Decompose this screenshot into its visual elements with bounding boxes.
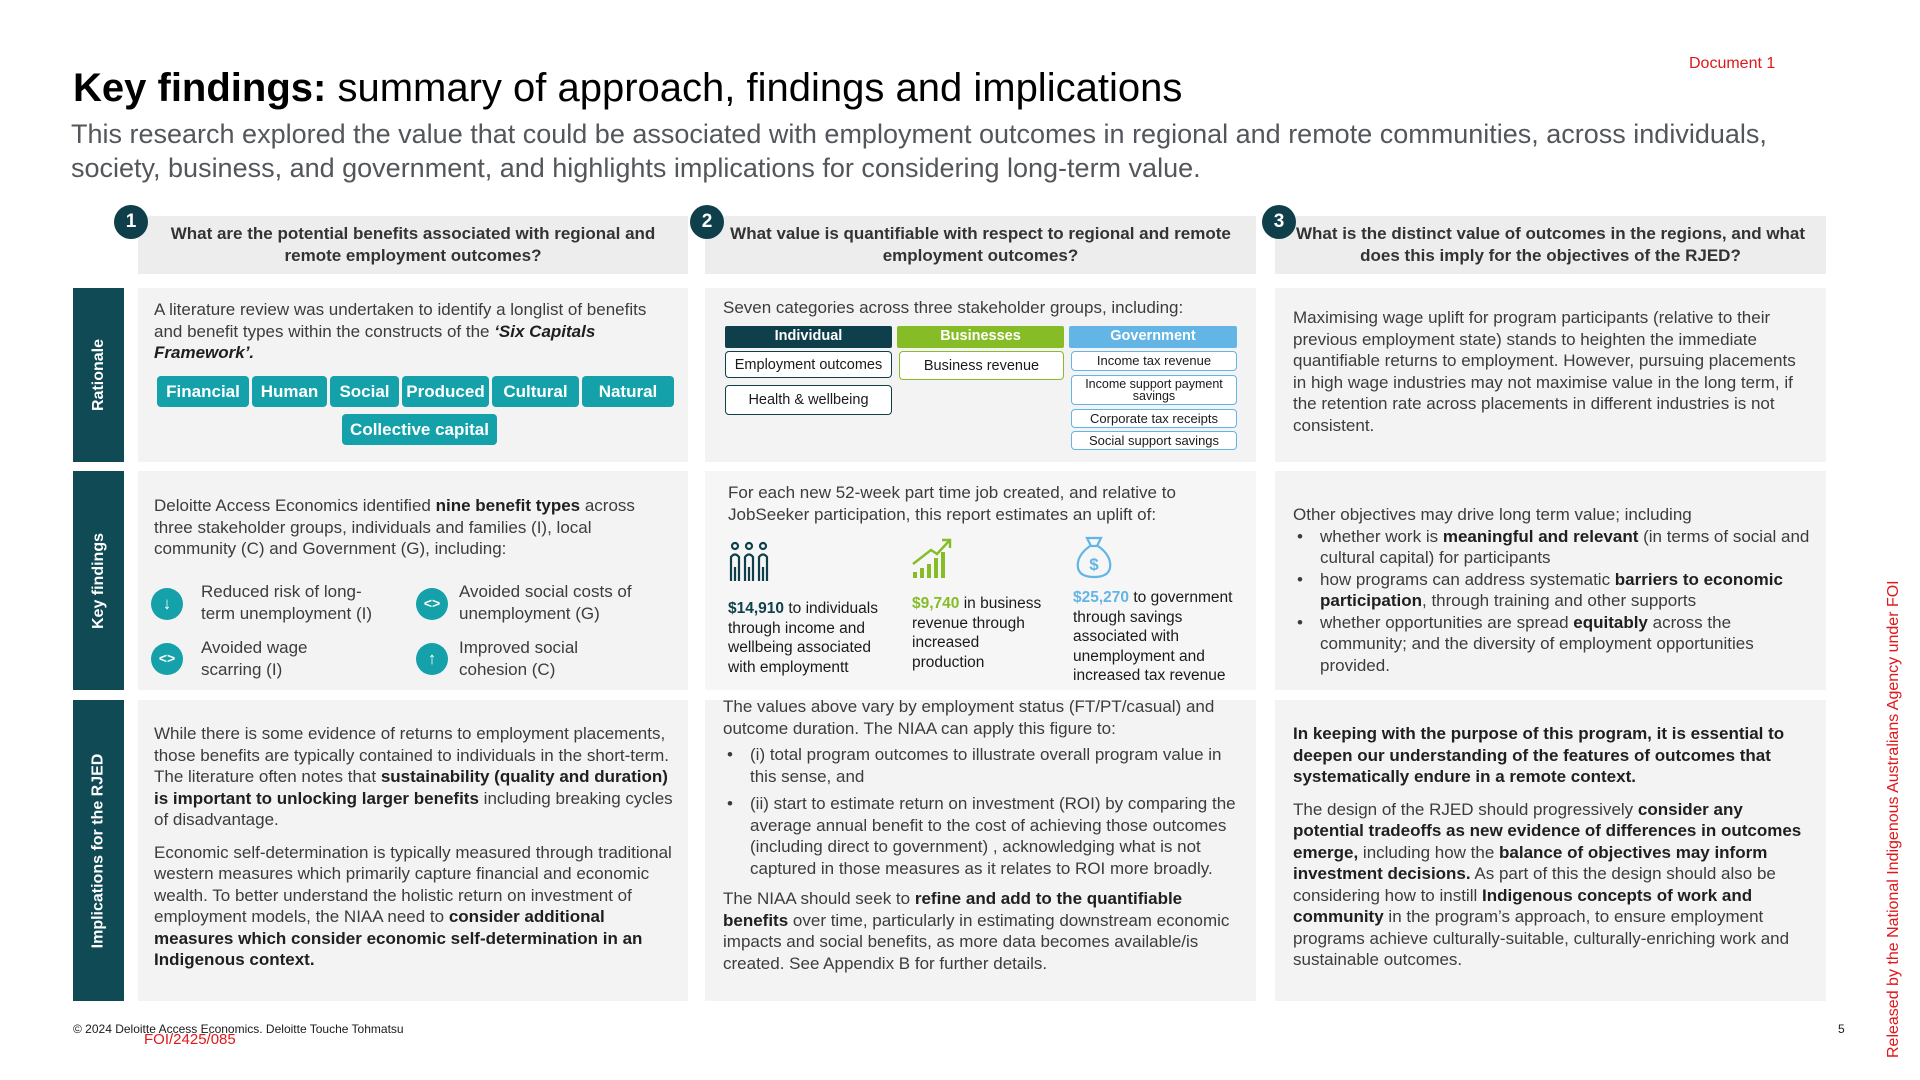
category-employment-outcomes: Employment outcomes [725,351,892,378]
category-income-support-savings: Income support payment savings [1071,375,1237,405]
capital-human: Human [252,376,327,407]
group-header-businesses: Businesses [897,326,1064,348]
findings-cell-3 [1275,471,1826,690]
row-label-implications: Implications for the RJED [73,700,124,1001]
uplift-business: $9,740 in business revenue through increased production [912,595,1042,671]
step-number-3: 3 [1262,205,1296,239]
findings-bullet-2: • how programs can address systematic barriers to economic participation, through training and other supports [1293,569,1813,612]
category-income-tax-revenue: Income tax revenue [1071,351,1237,371]
capital-produced: Produced [402,376,489,407]
rationale-cell-1 [138,288,688,462]
document-stamp: Document 1 [1689,55,1776,72]
page-title: Key findings: summary of approach, findings and implications [73,66,1183,110]
foi-reference: FOI/2425/085 [144,1031,236,1048]
column-header-2: What value is quantifiable with respect to regional and remote employment outcomes? [705,216,1256,274]
benefit-type-3: Avoided wage scarring (I) [201,638,308,679]
implications-cell-3 [1275,700,1826,1001]
category-social-support-savings: Social support savings [1071,431,1237,450]
implications-text-1: While there is some evidence of returns to employment placements, those benefits are typically contained to individuals in the short-term. The literature often notes that sustainability (quality and duration) is important to unlocking larger benefits including breaking cycles of disadvantage. Economic self-determination is typically measured through traditional western measures which primarily capture financial and economic wealth. To better understand the holistic return on investment of employment models, the NIAA need to consider additional measures which consider economic self-determination in an Indigenous context. [154,724,673,969]
people-icon [728,541,770,583]
column-header-1: What are the potential benefits associated with regional and remote employment outcomes? [138,216,688,274]
rationale-text-2: Seven categories across three stakeholder groups, including: [723,298,1184,317]
findings-text-3: Other objectives may drive long term value; including • whether work is meaningful and relevant (in terms of social and cultural capital) for participants • how programs can address systematic barriers to economic participation, through training and other supports • whether opportunities are spread equitably across the community; and the diversity of employment opportunities provided. [1293,504,1813,676]
group-header-government: Government [1069,326,1237,348]
implications-text-2: The values above vary by employment status (FT/PT/casual) and outcome duration. The NIAA can apply this figure to: • (i) total program outcomes to illustrate overall program value in this sense, and • (ii) start to estimate return on investment (ROI) by comparing the average annual benefit to the cost of achieving those outcomes (including direct to government) , acknowledging what is not captured in those measures as it relates to ROI more broadly. The NIAA should seek to refine and add to the quantifiable benefits over time, particularly in estimating downstream economic impacts and social benefits, as more data becomes available/is created. See Appendix B for further details. [723,696,1248,974]
release-stamp: Released by the National Indigenous Australians Agency under FOI [1885,580,1902,1058]
arrow-down-icon: ↓ [151,588,183,620]
uplift-individuals: $14,910 to individuals through income and wellbeing associated with employmentt [728,600,878,676]
capital-financial: Financial [157,376,249,407]
category-health-wellbeing: Health & wellbeing [725,385,892,415]
category-corporate-tax-receipts: Corporate tax receipts [1071,409,1237,428]
step-number-1: 1 [114,205,148,239]
implications-bullet-2: • (ii) start to estimate return on investment (ROI) by comparing the average annual benefit to the cost of achieving those outcomes (including direct to government) , acknowledging what is not captured in those measures as it relates to ROI more broadly. [723,793,1248,879]
capital-cultural: Cultural [492,376,579,407]
row-label-key-findings: Key findings [73,471,124,690]
arrow-up-icon: ↑ [416,643,448,675]
capital-collective: Collective capital [342,414,497,445]
implications-text-3: In keeping with the purpose of this program, it is essential to deepen our understanding of the features of outcomes that systematically endure in a remote context. The design of the RJED should progressively consider any potential tradeoffs as new evidence of differences in outcomes emerge, including how the balance of objectives may inform investment decisions. As part of this the design should also be considering how to instill Indigenous concepts of work and community in the program’s approach, to ensure employment programs achieve culturally-suitable, culturally-enriching work and sustainable outcomes. [1293,724,1802,969]
rationale-cell-3 [1275,288,1826,462]
group-header-individual: Individual [725,326,892,348]
rationale-text-1: A literature review was undertaken to identify a longlist of benefits and benefit types within the constructs of the ‘Six Capitals Framework’. [154,300,647,362]
benefit-type-1: Reduced risk of long-term unemployment (I) [201,582,372,623]
category-business-revenue: Business revenue [899,351,1064,380]
row-label-rationale: Rationale [73,288,124,462]
implications-cell-1 [138,700,688,1001]
code-brackets-icon: <> [151,643,183,675]
svg-text:$: $ [1089,555,1099,574]
page-subtitle: This research explored the value that could be associated with employment outcomes in regional and remote communities, across individuals, society, business, and government, and highlights implications for considering long-term value. [71,119,1767,183]
code-brackets-icon: <> [416,588,448,620]
uplift-government: $25,270 to government through savings associated with unemployment and increased tax revenue [1073,589,1233,684]
rationale-cell-2 [705,288,1256,462]
benefit-type-2: Avoided social costs of unemployment (G) [459,582,632,623]
growth-chart-icon [911,536,953,580]
implications-cell-2 [705,697,1256,1001]
findings-bullet-1: • whether work is meaningful and relevant (in terms of social and cultural capital) for participants [1293,526,1813,569]
findings-cell-1 [138,471,688,690]
capital-natural: Natural [582,376,674,407]
findings-cell-2 [705,471,1256,690]
page-number: 5 [1838,1022,1845,1036]
copyright-footer: © 2024 Deloitte Access Economics. Deloitte Touche Tohmatsu [73,1022,404,1036]
findings-text-2: For each new 52-week part time job created, and relative to JobSeeker participation, this report estimates an uplift of: [728,483,1176,524]
column-header-3: What is the distinct value of outcomes in the regions, and what does this imply for the objectives of the RJED? [1275,216,1826,274]
benefit-type-4: Improved social cohesion (C) [459,638,579,679]
money-bag-icon [1073,534,1115,580]
implications-bullet-1: • (i) total program outcomes to illustrate overall program value in this sense, and [723,744,1248,787]
capital-social: Social [330,376,399,407]
findings-bullet-3: • whether opportunities are spread equitably across the community; and the diversity of employment opportunities provided. [1293,612,1813,677]
findings-text-1: Deloitte Access Economics identified nine benefit types across three stakeholder groups, individuals and families (I), local community (C) and Government (G), including: [154,496,635,558]
rationale-text-3: Maximising wage uplift for program participants (relative to their previous employment state) stands to heighten the immediate quantifiable returns to employment. However, pursuing placements in high wage industries may not maximise value in the long term, if the retention rate across placements in different industries is not consistent. [1293,308,1796,435]
step-number-2: 2 [690,205,724,239]
